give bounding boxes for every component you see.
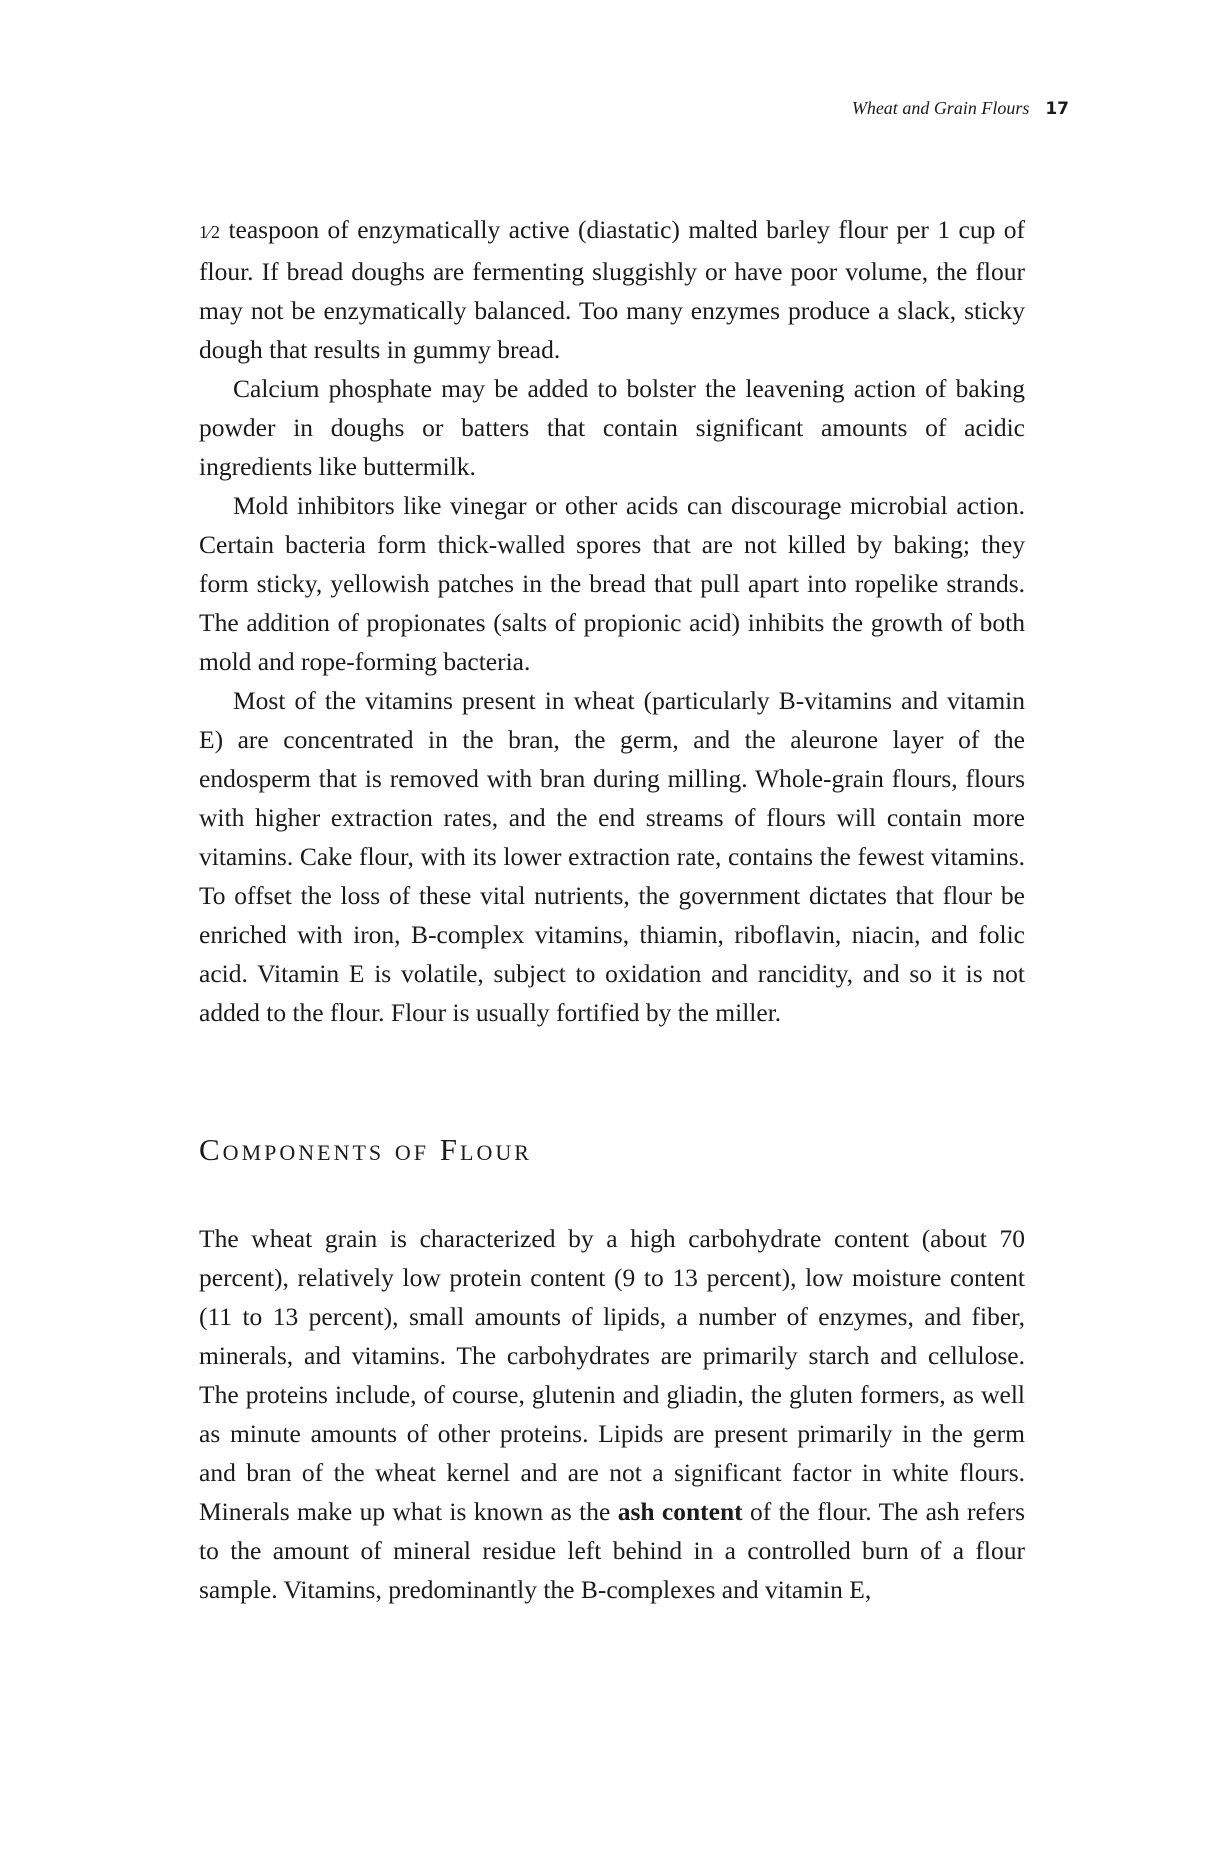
running-head-title: Wheat and Grain Flours bbox=[851, 98, 1030, 118]
body-text-continued bbox=[199, 210, 1025, 1032]
running-head bbox=[852, 96, 1069, 121]
paragraph-mold-inhibitors: Mold inhibitors like vinegar or other acids can discourage microbial action. Certain bacteria form thick-walled spores that are not killed by baking; they form sticky, yellowish patches in the bread that pull apart into ropelike strands. The addition of propionates (salts of propionic acid) inhibits the growth of both mold and rope-forming bacteria. bbox=[199, 491, 1025, 676]
fraction-half: 1⁄2 bbox=[199, 222, 221, 242]
paragraph-calcium-phosphate: Calcium phosphate may be added to bolster the leavening action of baking powder in doughs or batters that contain significant amounts of acidic ingredients like buttermilk. bbox=[199, 374, 1025, 481]
paragraph-malted-barley bbox=[199, 210, 1025, 369]
section-heading: Components of Flour bbox=[199, 1132, 532, 1167]
body-text-components bbox=[199, 1219, 1025, 1609]
page-number: 17 bbox=[1045, 99, 1069, 119]
paragraph-wheat-grain-text-start: The wheat grain is characterized by a high carbohydrate content (about 70 percent), relatively low protein content (9 to 13 percent), low moisture content (11 to 13 percent), small amounts of lipids, a number of enzymes, and fiber, minerals, and vitamins. The carbohydrates are primarily starch and cellulose. The proteins include, of course, glutenin and gliadin, the gluten formers, as well as minute amounts of other proteins. Lipids are present primarily in the germ and bran of the wheat kernel and are not a significant factor in white flours. Minerals make up what is known as the bbox=[199, 1224, 1025, 1526]
paragraph-malted-barley-text: teaspoon of enzymatically active (diastatic) malted barley flour per 1 cup of flour. If bread doughs are fermenting sluggishly or have poor volume, the flour may not be enzymatically balanced. Too many enzymes produce a slack, sticky dough that results in gummy bread. bbox=[199, 215, 1025, 364]
paragraph-wheat-grain-text-end: of the flour. The ash refers to the amount of mineral residue left behind in a controlled burn of a flour sample. Vitamins, predominantly the B-complexes and vitamin E, bbox=[199, 1497, 1025, 1604]
paragraph-vitamins: Most of the vitamins present in wheat (particularly B-vitamins and vitamin E) are concentrated in the bran, the germ, and the aleurone layer of the endosperm that is removed with bran during milling. Whole-grain flours, flours with higher extraction rates, and the end streams of flours will contain more vitamins. Cake flour, with its lower extraction rate, contains the fewest vitamins. To offset the loss of these vital nutrients, the government dictates that flour be enriched with iron, B-complex vitamins, thiamin, riboflavin, niacin, and folic acid. Vitamin E is volatile, subject to oxidation and rancidity, and so it is not added to the flour. Flour is usually fortified by the miller. bbox=[199, 686, 1025, 1027]
term-ash-content: ash content bbox=[617, 1497, 743, 1526]
paragraph-wheat-grain bbox=[199, 1219, 1025, 1609]
